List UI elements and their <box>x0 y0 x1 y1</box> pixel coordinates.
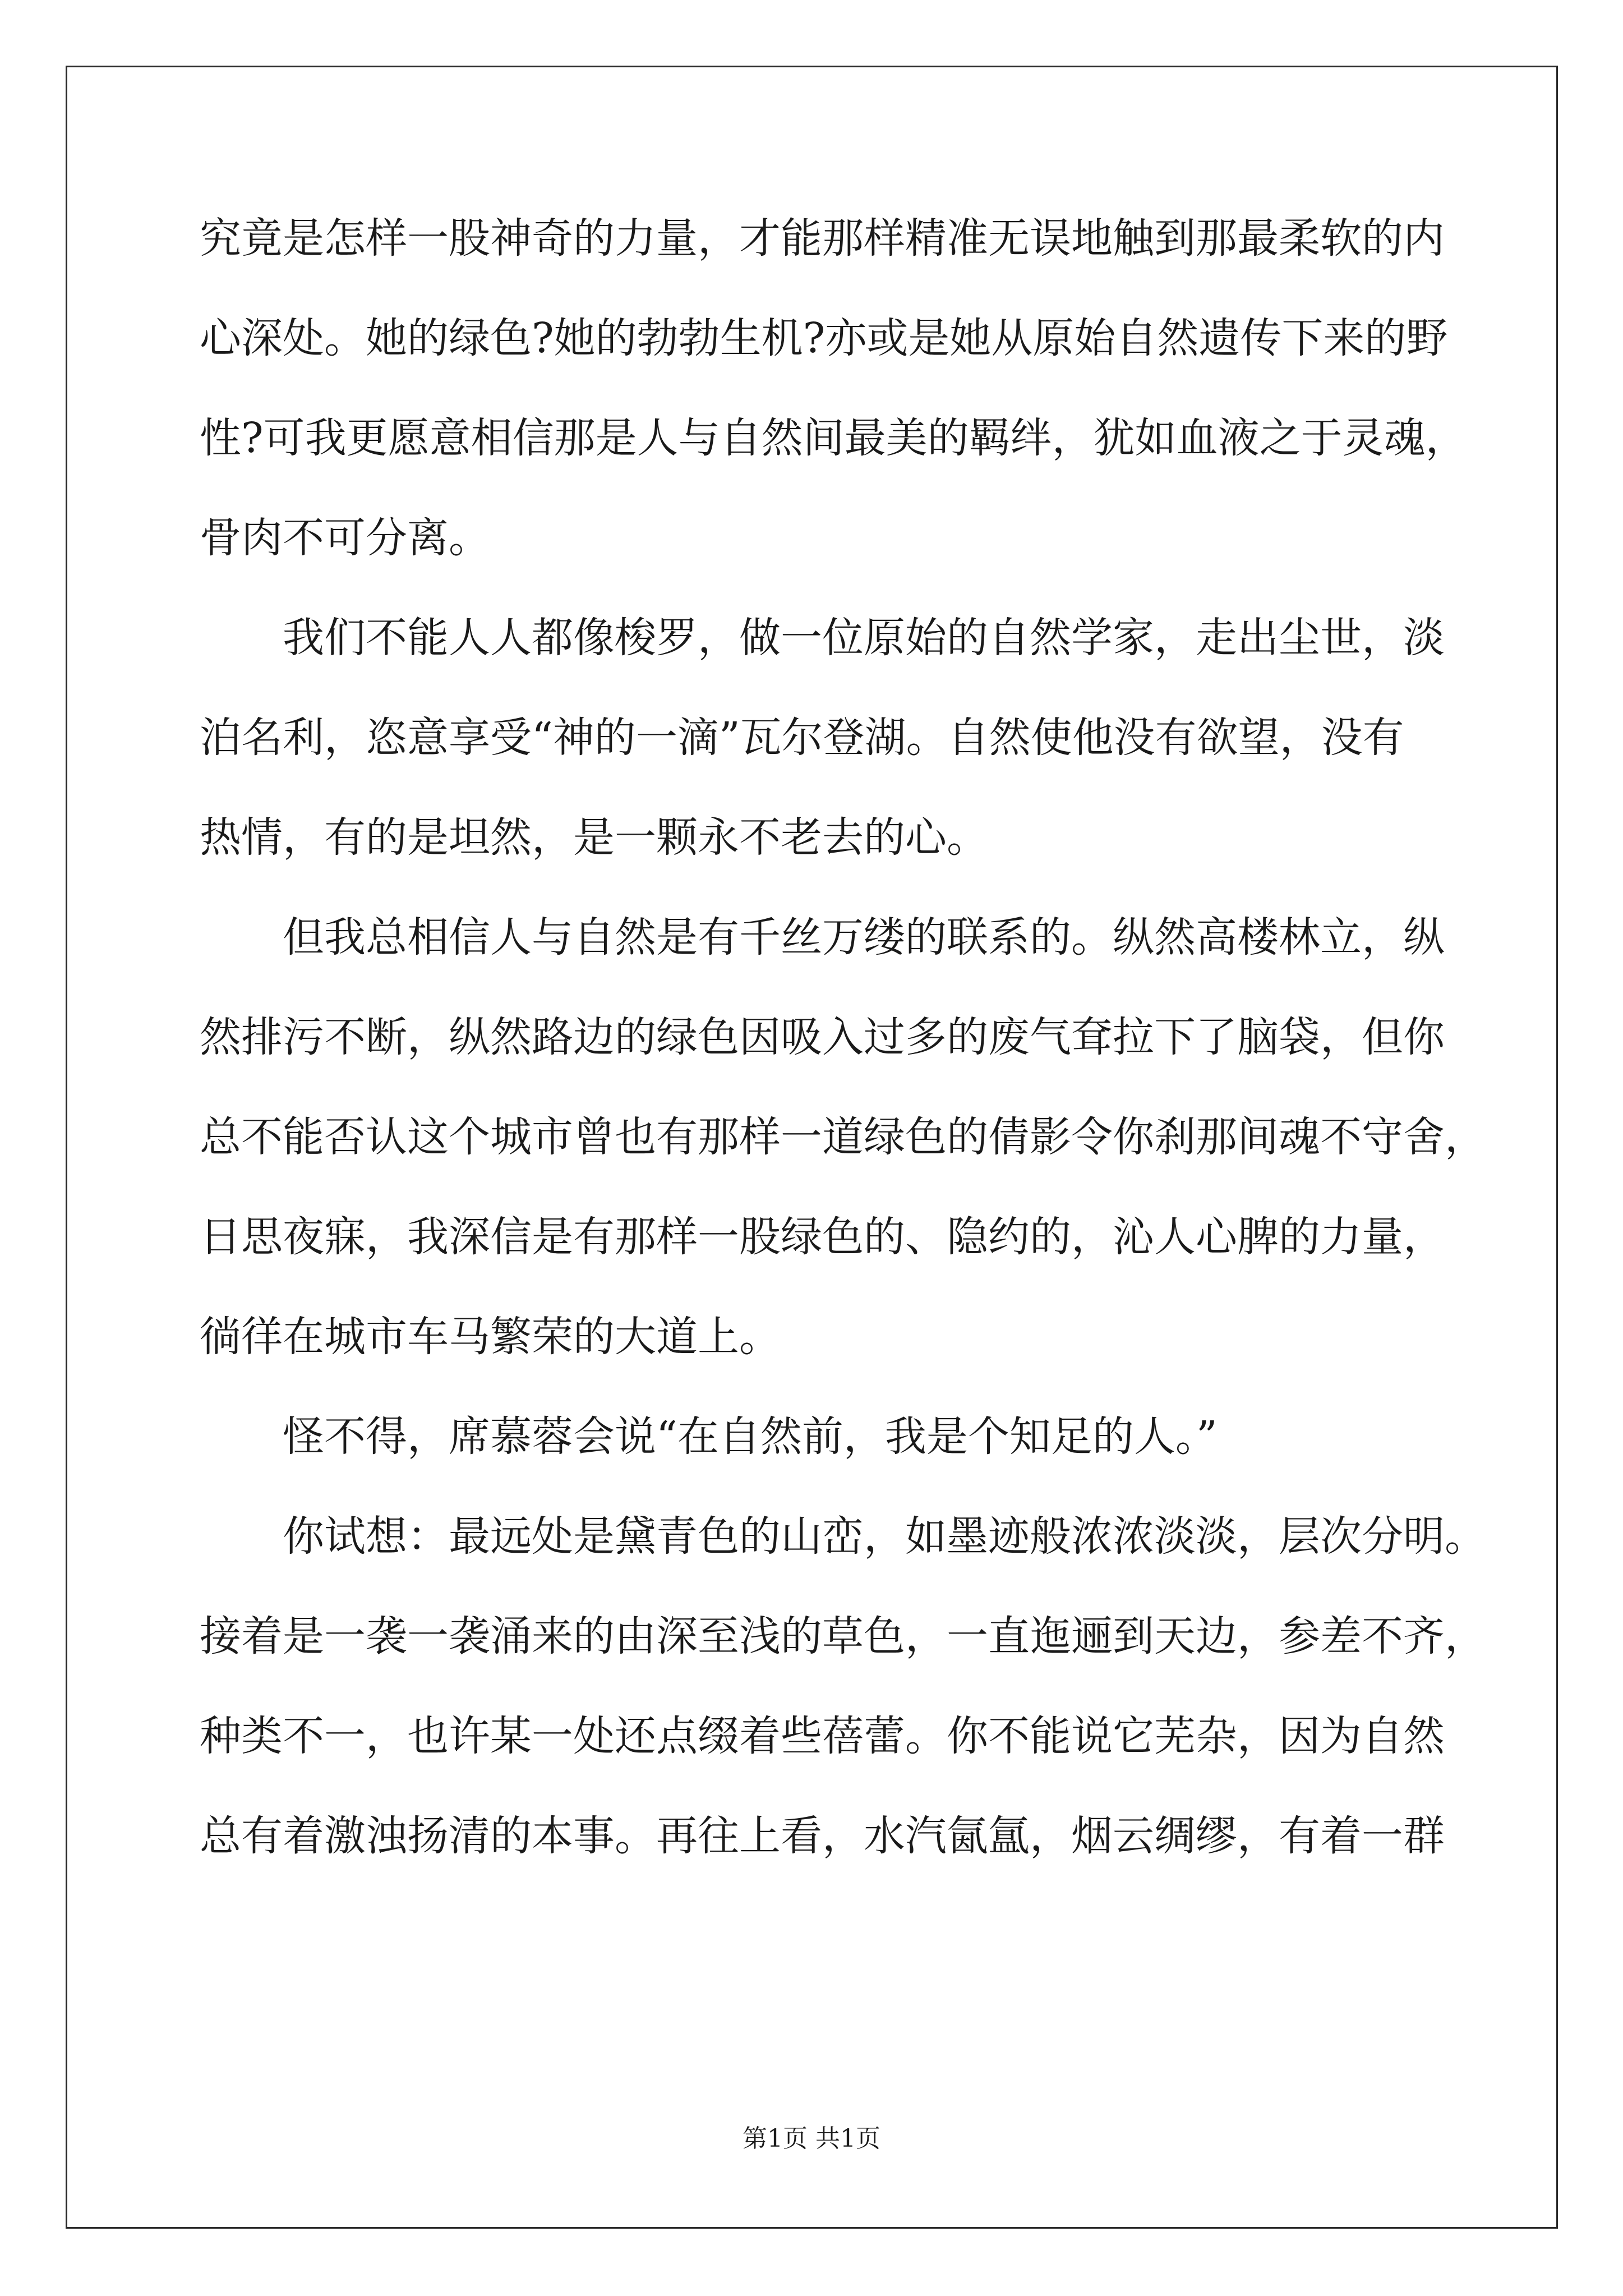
text-line: 接着是一袭一袭涌来的由深至浅的草色，一直迤逦到天边，参差不齐， <box>200 1612 1486 1660</box>
text-line: 性?可我更愿意相信那是人与自然间最美的羁绊，犹如血液之于灵魂， <box>200 414 1467 462</box>
text-line: 日思夜寐，我深信是有那样一股绿色的、隐约的，沁人心脾的力量， <box>200 1213 1445 1261</box>
text-line: 总有着激浊扬清的本事。再往上看，水汽氤氲，烟云绸缪，有着一群 <box>200 1812 1445 1860</box>
text-line: 然排污不断，纵然路边的绿色因吸入过多的废气耷拉下了脑袋，但你 <box>200 1013 1445 1061</box>
paragraph-first-line: 我们不能人人都像梭罗，做一位原始的自然学家，走出尘世，淡 <box>283 614 1445 662</box>
page-number-footer: 第1页 共1页 <box>743 2124 880 2153</box>
text-line: 骨肉不可分离。 <box>200 514 490 562</box>
text-line: 徜徉在城市车马繁荣的大道上。 <box>200 1313 781 1361</box>
text-line: 总不能否认这个城市曾也有那样一道绿色的倩影令你刹那间魂不守舍， <box>200 1113 1486 1161</box>
text-line: 心深处。她的绿色?她的勃勃生机?亦或是她从原始自然遗传下来的野 <box>200 314 1448 362</box>
text-line: 泊名利，恣意享受“神的一滴”瓦尔登湖。自然使他没有欲望，没有 <box>200 714 1404 762</box>
paragraph-first-line: 你试想：最远处是黛青色的山峦，如墨迹般浓浓淡淡，层次分明。 <box>283 1512 1486 1561</box>
text-line: 种类不一，也许某一处还点缀着些蓓蕾。你不能说它芜杂，因为自然 <box>200 1712 1445 1760</box>
text-line: 热情，有的是坦然，是一颗永不老去的心。 <box>200 813 988 862</box>
text-line: 究竟是怎样一股神奇的力量，才能那样精准无误地触到那最柔软的内 <box>200 214 1445 263</box>
paragraph-first-line: 但我总相信人与自然是有千丝万缕的联系的。纵然高楼林立，纵 <box>283 913 1445 961</box>
paragraph-first-line: 怪不得，席慕蓉会说“在自然前，我是个知足的人。” <box>283 1412 1218 1461</box>
